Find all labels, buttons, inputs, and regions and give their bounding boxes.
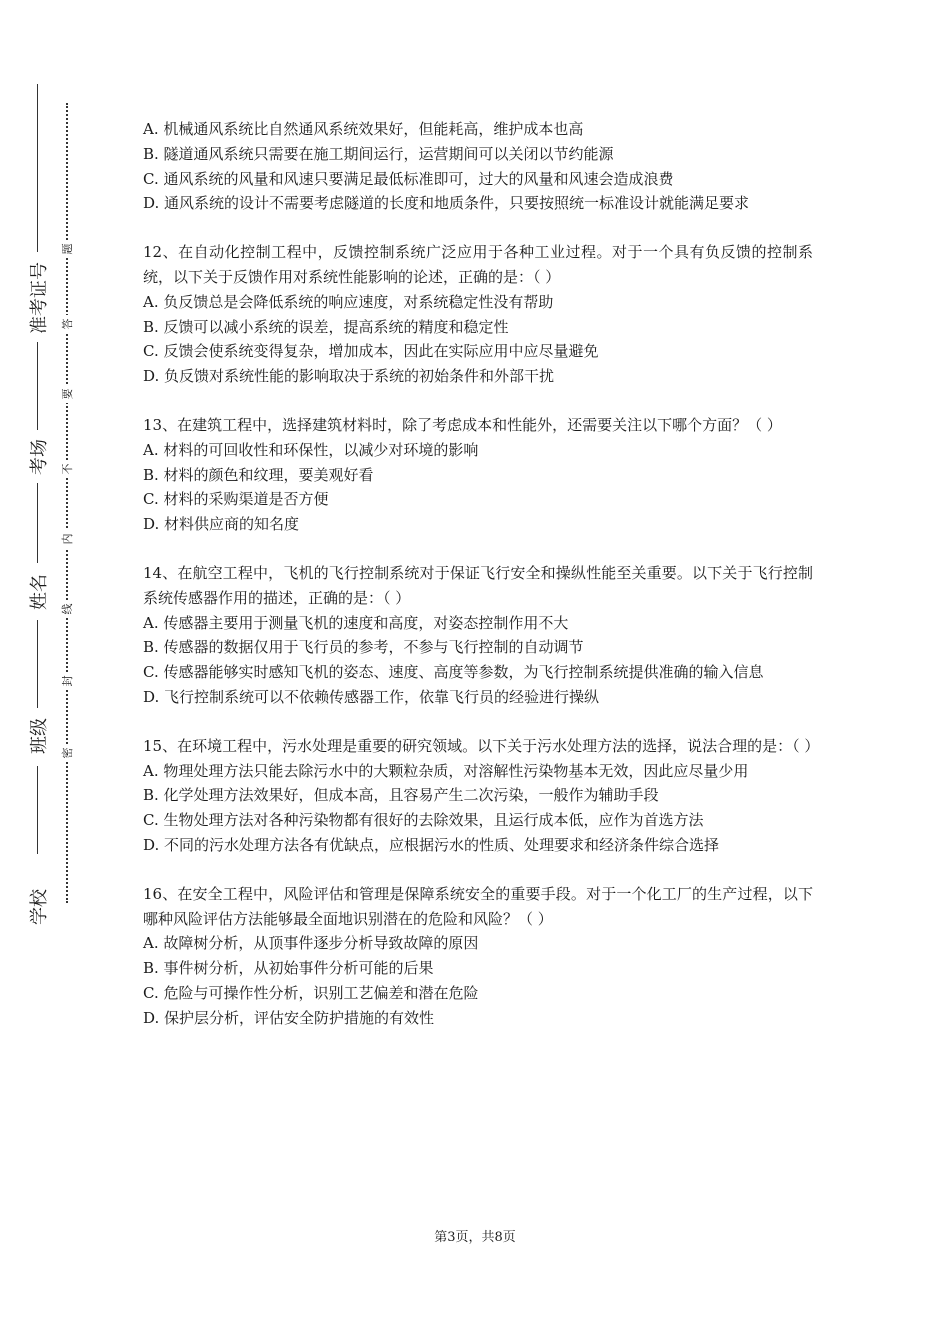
option-c: C. 反馈会使系统变得复杂，增加成本，因此在实际应用中应尽量避免 xyxy=(143,342,599,361)
seal-char: 密 xyxy=(58,744,76,762)
question-stem: 13、在建筑工程中，选择建筑材料时，除了考虑成本和性能外，还需要关注以下哪个方面？（ ） xyxy=(143,415,782,434)
question-stem: 12、在自动化控制工程中，反馈控制系统广泛应用于各种工业过程。对于一个具有负反馈的控制系统，以下关于反馈作用对系统性能影响的论述，正确的是：（ ） xyxy=(143,243,813,286)
option-a: A. 机械通风系统比自然通风系统效果好，但能耗高，维护成本也高 xyxy=(143,120,584,138)
field-label-exam-room: 考场 xyxy=(29,439,50,475)
field-line xyxy=(37,483,38,563)
question-13 xyxy=(143,413,813,537)
page-number: 第3页，共8页 xyxy=(434,1230,516,1245)
option-a: A. 传感器主要用于测量飞机的速度和高度，对姿态控制作用不大 xyxy=(143,613,569,632)
option-d: D. 材料供应商的知名度 xyxy=(143,515,300,534)
seal-char: 答 xyxy=(58,315,76,333)
seal-char: 要 xyxy=(58,385,76,403)
option-b: B. 隧道通风系统只需要在施工期间运行，运营期间可以关闭以节约能源 xyxy=(143,144,614,163)
question-list xyxy=(143,117,820,1031)
option-a: A. 负反馈总是会降低系统的响应速度，对系统稳定性没有帮助 xyxy=(143,292,554,311)
field-line xyxy=(37,766,38,854)
question-11-continued xyxy=(143,117,813,216)
field-label-class: 班级 xyxy=(29,718,50,754)
option-c: C. 传感器能够实时感知飞机的姿态、速度、高度等参数，为飞行控制系统提供准确的输入信息 xyxy=(143,663,764,682)
field-line xyxy=(37,342,38,430)
field-label-exam-id: 准考证号 xyxy=(29,262,50,334)
question-16 xyxy=(143,882,813,1031)
question-12 xyxy=(143,240,813,389)
field-label-school: 学校 xyxy=(29,889,50,925)
option-c: C. 通风系统的风量和风速只要满足最低标准即可，过大的风量和风速会造成浪费 xyxy=(143,169,674,188)
option-c: C. 材料的采购渠道是否方便 xyxy=(143,490,329,509)
option-b: B. 反馈可以减小系统的误差，提高系统的精度和稳定性 xyxy=(143,317,509,336)
seal-char: 封 xyxy=(58,672,76,690)
option-c: C. 危险与可操作性分析，识别工艺偏差和潜在危险 xyxy=(143,983,479,1002)
question-14 xyxy=(143,561,813,710)
seal-line xyxy=(66,103,68,903)
option-c: C. 生物处理方法对各种污染物都有很好的去除效果，且运行成本低，应作为首选方法 xyxy=(143,811,704,830)
option-a: A. 材料的可回收性和环保性，以减少对环境的影响 xyxy=(143,440,479,459)
option-d: D. 保护层分析，评估安全防护措施的有效性 xyxy=(143,1008,435,1027)
option-a: A. 物理处理方法只能去除污水中的大颗粒杂质，对溶解性污染物基本无效，因此应尽量少用 xyxy=(143,761,749,780)
option-d: D. 负反馈对系统性能的影响取决于系统的初始条件和外部干扰 xyxy=(143,367,555,386)
field-line xyxy=(37,84,38,252)
question-stem: 16、在安全工程中，风险评估和管理是保障系统安全的重要手段。对于一个化工厂的生产过程，以下哪种风险评估方法能够最全面地识别潜在的危险和风险？（ ） xyxy=(143,884,813,928)
binding-margin xyxy=(0,0,110,1344)
field-line xyxy=(37,620,38,708)
option-d: D. 不同的污水处理方法各有优缺点，应根据污水的性质、处理要求和经济条件综合选择 xyxy=(143,835,720,854)
option-b: B. 化学处理方法效果好，但成本高，且容易产生二次污染，一般作为辅助手段 xyxy=(143,786,659,805)
seal-char: 题 xyxy=(58,240,76,258)
question-15 xyxy=(143,734,820,858)
option-a: A. 故障树分析，从顶事件逐步分析导致故障的原因 xyxy=(143,934,479,953)
question-stem: 15、在环境工程中，污水处理是重要的研究领域。以下关于污水处理方法的选择，说法合理的是：（ ） xyxy=(143,736,820,755)
option-d: D. 通风系统的设计不需要考虑隧道的长度和地质条件，只要按照统一标准设计就能满足要求 xyxy=(143,194,750,213)
option-d: D. 飞行控制系统可以不依赖传感器工作，依靠飞行员的经验进行操纵 xyxy=(143,687,600,706)
seal-char: 不 xyxy=(58,460,76,478)
question-stem: 14、在航空工程中，飞机的飞行控制系统对于保证飞行安全和操纵性能至关重要。以下关于飞行控制系统传感器作用的描述，正确的是：（ ） xyxy=(143,563,813,607)
option-b: B. 事件树分析，从初始事件分析可能的后果 xyxy=(143,959,434,978)
seal-char: 内 xyxy=(58,530,76,548)
option-b: B. 传感器的数据仅用于飞行员的参考，不参与飞行控制的自动调节 xyxy=(143,638,584,657)
option-b: B. 材料的颜色和纹理，要美观好看 xyxy=(143,465,374,484)
field-label-name: 姓名 xyxy=(29,574,50,610)
seal-char: 线 xyxy=(58,600,76,618)
